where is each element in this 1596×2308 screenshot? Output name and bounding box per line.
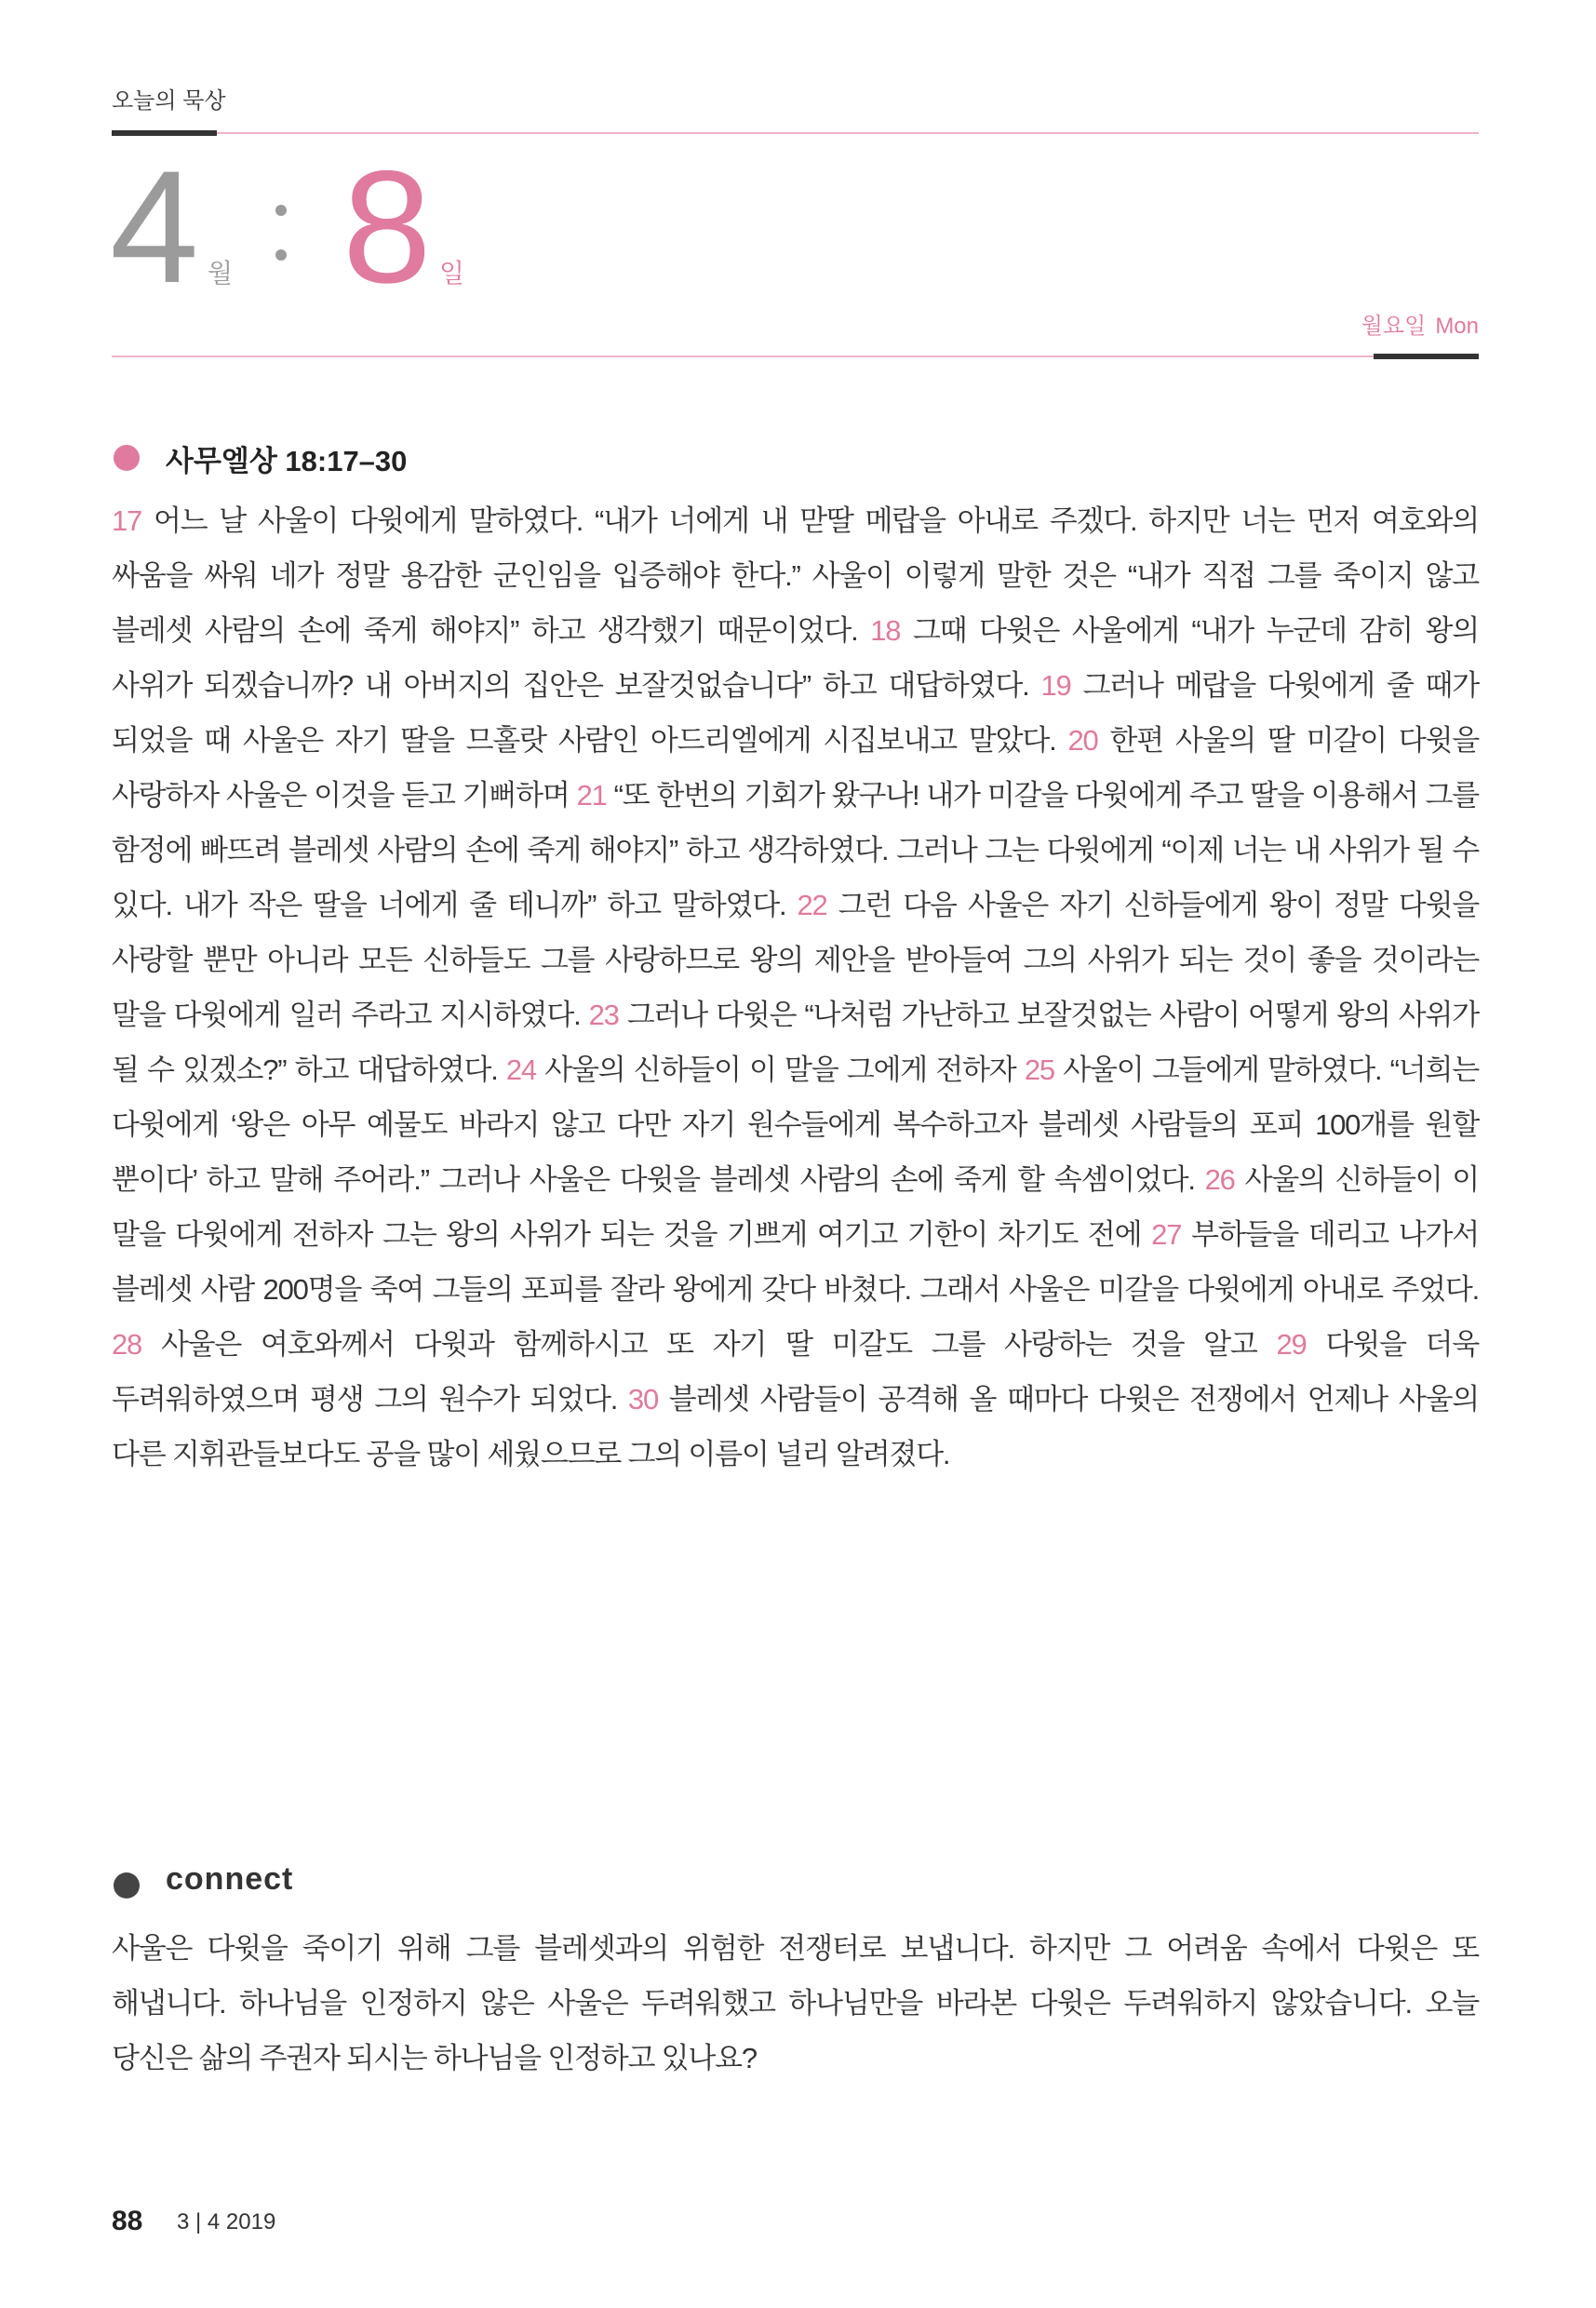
verse-text: 사울의 신하들이 이 말을 그에게 전하자 (544, 1053, 1016, 1086)
date-day-unit: 일 (439, 259, 465, 288)
verse-number: 29 (1276, 1328, 1307, 1361)
verse-number: 28 (112, 1328, 142, 1361)
verse-text: 블레셋 사람들이 공격해 올 때마다 다윗은 전쟁에서 언제나 사울의 다른 지휘관들보다도 공을 많이 세웠으므로 그의 이름이 널리 알려졌다. (112, 1383, 1479, 1470)
connect-body: 사울은 다윗을 죽이기 위해 그를 블레셋과의 위험한 전쟁터로 보냅니다. 하지만 그 어려움 속에서 다윗은 또 해냅니다. 하나님을 인정하지 않은 사울은 두려워했고 하나님만을 바라본 다윗은 두려워하지 않았습니다. 오늘 당신은 삶의 주권자 되시는 하나님을 인정하고 있나요? (112, 1932, 1479, 2074)
verse-number: 19 (1040, 669, 1071, 702)
verse-text: “또 한번의 기회가 왔구나! 내가 미갈을 다윗에게 주고 딸을 이용해서 그를 함정에 빠뜨려 블레셋 사람의 손에 죽게 해야지” 하고 생각하였다. 그러나 그는 다윗에게 “이제 너는 내 사위가 될 수 있다. 내가 작은 딸을 너에게 줄 테니까” 하고 말하였다. (112, 779, 1480, 921)
date-rule-accent (1374, 354, 1479, 359)
verse-text: 다윗을 더욱 두려워하였으며 평생 그의 원수가 되었다. (112, 1328, 1480, 1416)
date-month: 4 (110, 138, 195, 316)
scripture-body (112, 493, 1479, 1482)
date-day: 8 (342, 138, 428, 316)
header-rule-accent (112, 130, 217, 136)
weekday (1361, 307, 1479, 340)
date-rule (112, 356, 1479, 357)
verse-number: 17 (112, 504, 142, 537)
verse-text: 한편 사울의 딸 미갈이 다윗을 사랑하자 사울은 이것을 듣고 기뻐하며 (112, 724, 1480, 812)
section-title: 오늘의 묵상 (112, 88, 226, 114)
weekday-korean: 월요일 (1361, 314, 1427, 339)
separator-dot-top (275, 205, 287, 216)
scripture-reference: 사무엘상 18:17–30 (166, 445, 408, 477)
verse-text: 어느 날 사울이 다윗에게 말하였다. “내가 너에게 내 맏딸 메랍을 아내로 주겠다. 하지만 너는 먼저 여호와의 싸움을 싸워 네가 정말 용감한 군인임을 입증해야 한다.” 사울이 이렇게 말한 것은 “내가 직접 그를 죽이지 않고 블레셋 사람의 손에 죽게 해야지” 하고 생각했기 때문이었다. (112, 504, 1479, 647)
verse-number: 26 (1204, 1163, 1235, 1196)
verse-number: 18 (870, 614, 901, 647)
verse-number: 20 (1067, 724, 1098, 757)
issue-date: 3 | 4 2019 (177, 2209, 276, 2234)
verse-number: 21 (576, 779, 607, 812)
weekday-english: Mon (1435, 314, 1479, 339)
separator-dot-bottom (275, 249, 287, 261)
verse-text: 사울은 여호와께서 다윗과 함께하시고 또 자기 딸 미갈도 그를 사랑하는 것을 알고 (160, 1328, 1257, 1361)
date-month-unit: 월 (208, 259, 234, 288)
verse-number: 22 (797, 889, 827, 921)
connect-bullet-icon (114, 1872, 140, 1899)
verse-text: 사울의 신하들이 이 말을 다윗에게 전하자 그는 왕의 사위가 되는 것을 기쁘게 여기고 기한이 차기도 전에 (112, 1163, 1480, 1251)
verse-text: 부하들을 데리고 나가서 블레셋 사람 200명을 죽여 그들의 포피를 잘라 왕에게 갖다 바쳤다. 그래서 사울은 미갈을 다윗에게 아내로 주었다. (112, 1218, 1479, 1306)
date-separator (275, 205, 287, 262)
verse-number: 24 (505, 1053, 536, 1086)
verse-number: 30 (627, 1383, 658, 1416)
verse-text: 사울이 그들에게 말하였다. “너희는 다윗에게 ‘왕은 아무 예물도 바라지 않고 다만 자기 원수들에게 복수하고자 블레셋 사람들의 포피 100개를 원할 뿐이다’ 하고 말해 주어라.” 그러나 사울은 다윗을 블레셋 사람의 손에 죽게 할 속셈이었다. (112, 1053, 1480, 1196)
page-number: 88 (112, 2206, 143, 2236)
verse-text: 그러나 메랍을 다윗에게 줄 때가 되었을 때 사울은 자기 딸을 므홀랏 사람인 아드리엘에게 시집보내고 말았다. (112, 669, 1480, 757)
verse-number: 25 (1024, 1053, 1054, 1086)
header-rule (112, 132, 1479, 134)
verse-number: 23 (588, 999, 619, 1031)
verse-text: 그때 다윗은 사울에게 “내가 누군데 감히 왕의 사위가 되겠습니까? 내 아버지의 집안은 보잘것없습니다” 하고 대답하였다. (112, 614, 1479, 702)
scripture-bullet-icon (114, 445, 140, 471)
verse-number: 27 (1151, 1218, 1182, 1251)
verse-text: 그런 다음 사울은 자기 신하들에게 왕이 정말 다윗을 사랑할 뿐만 아니라 모든 신하들도 그를 사랑하므로 왕의 제안을 받아들여 그의 사위가 되는 것이 좋을 것이라는 말을 다윗에게 일러 주라고 지시하였다. (112, 889, 1480, 1031)
connect-title: connect (166, 1861, 294, 1897)
verse-text: 그러나 다윗은 “나처럼 가난하고 보잘것없는 사람이 어떻게 왕의 사위가 될 수 있겠소?” 하고 대답하였다. (112, 999, 1479, 1086)
